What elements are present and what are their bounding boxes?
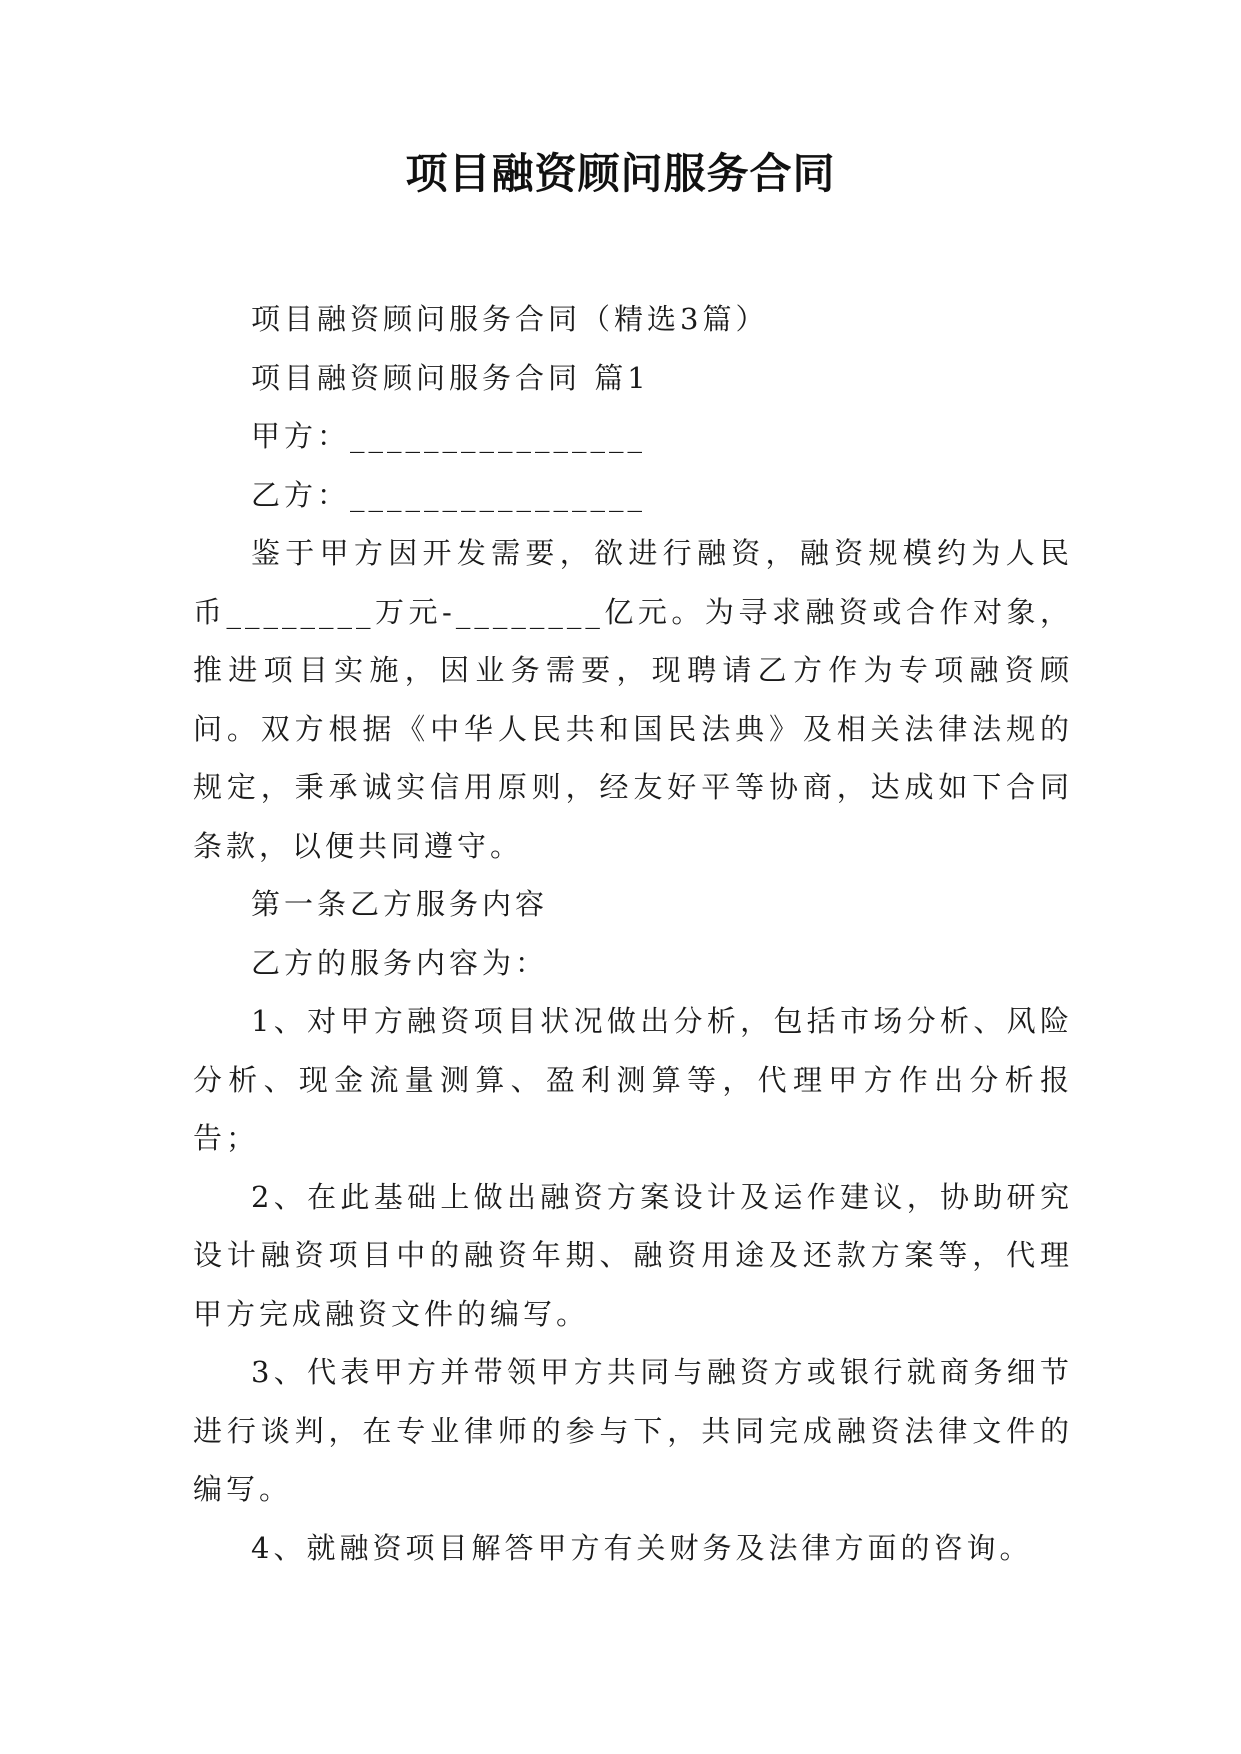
service-item-4: 4、就融资项目解答甲方有关财务及法律方面的咨询。 [251, 1530, 1033, 1565]
service-item-3: 3、代表甲方并带领甲方共同与融资方或银行就商务细节进行谈判，在专业律师的参与下，共同完成融资法律文件的编写。 [193, 1355, 1073, 1506]
document-title: 项目融资顾问服务合同 [405, 149, 836, 198]
paragraph-subtitle: 项目融资顾问服务合同（精选3篇） [251, 302, 769, 336]
paragraph-preamble: 鉴于甲方因开发需要，欲进行融资，融资规模约为人民币________万元-________亿元。为寻求融资或合作对象，推进项目实施，因业务需要，现聘请乙方作为专项融资顾问。双方根据《中华人民共和国民法典》及相关法律法规的规定，秉承诚实信用原则，经友好平等协商，达成如下合同条款，以便共同遵守。 [193, 536, 1073, 863]
paragraph-service-intro: 乙方的服务内容为： [251, 945, 549, 980]
paragraph-section-heading: 项目融资顾问服务合同 篇1 [251, 360, 650, 395]
service-item-2: 2、在此基础上做出融资方案设计及运作建议，协助研究设计融资项目中的融资年期、融资用途及还款方案等，代理甲方完成融资文件的编写。 [193, 1179, 1073, 1331]
party-a-line: 甲方：________________ [251, 419, 647, 453]
document-body [193, 290, 1073, 1577]
service-item-1: 1、对甲方融资项目状况做出分析，包括市场分析、风险分析、现金流量测算、盈利测算等，代理甲方作出分析报告； [193, 1004, 1073, 1155]
article-one-heading: 第一条乙方服务内容 [251, 887, 549, 921]
party-b-line: 乙方：________________ [251, 477, 647, 512]
